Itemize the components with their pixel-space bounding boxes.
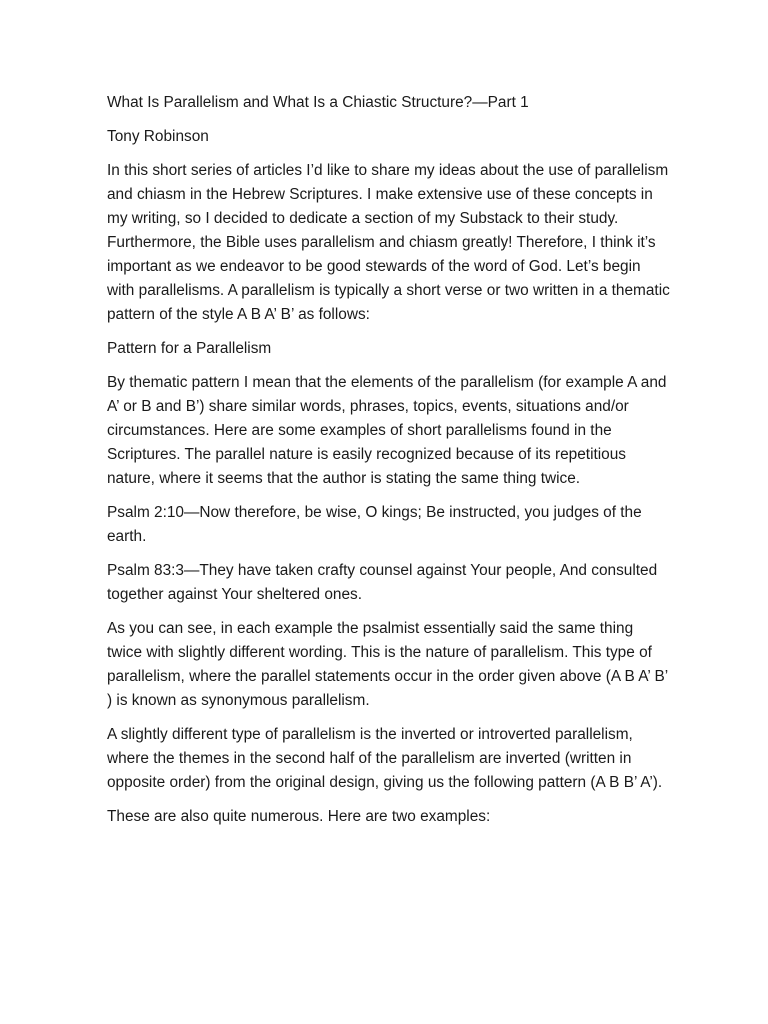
paragraph-pattern-heading: Pattern for a Parallelism [107,340,272,357]
paragraph-intro: In this short series of articles I’d like to share my ideas about the use of parallelism and chiasm in the Hebrew Scriptures. I make extensive use of these concepts in my writing, so I decided to dedicate a section of my Substack to their study. Furthermore, the Bible uses parallelism and chiasm greatly! Therefore, I think it’s important as we endeavor to be good stewards of the word of God. Let’s begin with parallelisms. A parallelism is typically a short verse or two written in a thematic pattern of the style A B A’ B’ as follows: [107,162,670,323]
paragraph-thematic-pattern: By thematic pattern I mean that the elements of the parallelism (for example A and A’ or B and B’) share similar words, phrases, topics, events, situations and/or circumstances. Here are some examples of short parallelisms found in the Scriptures. The parallel nature is easily recognized because of its repetitious nature, where it seems that the author is stating the same thing twice. [107,374,667,487]
document-body [107,91,672,839]
paragraph-inverted: A slightly different type of parallelism is the inverted or introverted parallelism, where the themes in the second half of the parallelism are inverted (written in opposite order) from the original design, giving us the following pattern (A B B’ A’). [107,726,663,791]
paragraph-synonymous: As you can see, in each example the psalmist essentially said the same thing twice with slightly different wording. This is the nature of parallelism. This type of parallelism, where the parallel statements occur in the order given above (A B A’ B’ ) is known as synonymous parallelism. [107,620,668,709]
paragraph-psalm-2-10: Psalm 2:10—Now therefore, be wise, O kings; Be instructed, you judges of the earth. [107,504,642,545]
paragraph-psalm-83-3: Psalm 83:3—They have taken crafty counsel against Your people, And consulted together against Your sheltered ones. [107,562,658,603]
paragraph-examples-intro: These are also quite numerous. Here are two examples: [107,808,491,825]
document-title: What Is Parallelism and What Is a Chiastic Structure?—Part 1 [107,94,529,111]
document-author: Tony Robinson [107,128,209,145]
